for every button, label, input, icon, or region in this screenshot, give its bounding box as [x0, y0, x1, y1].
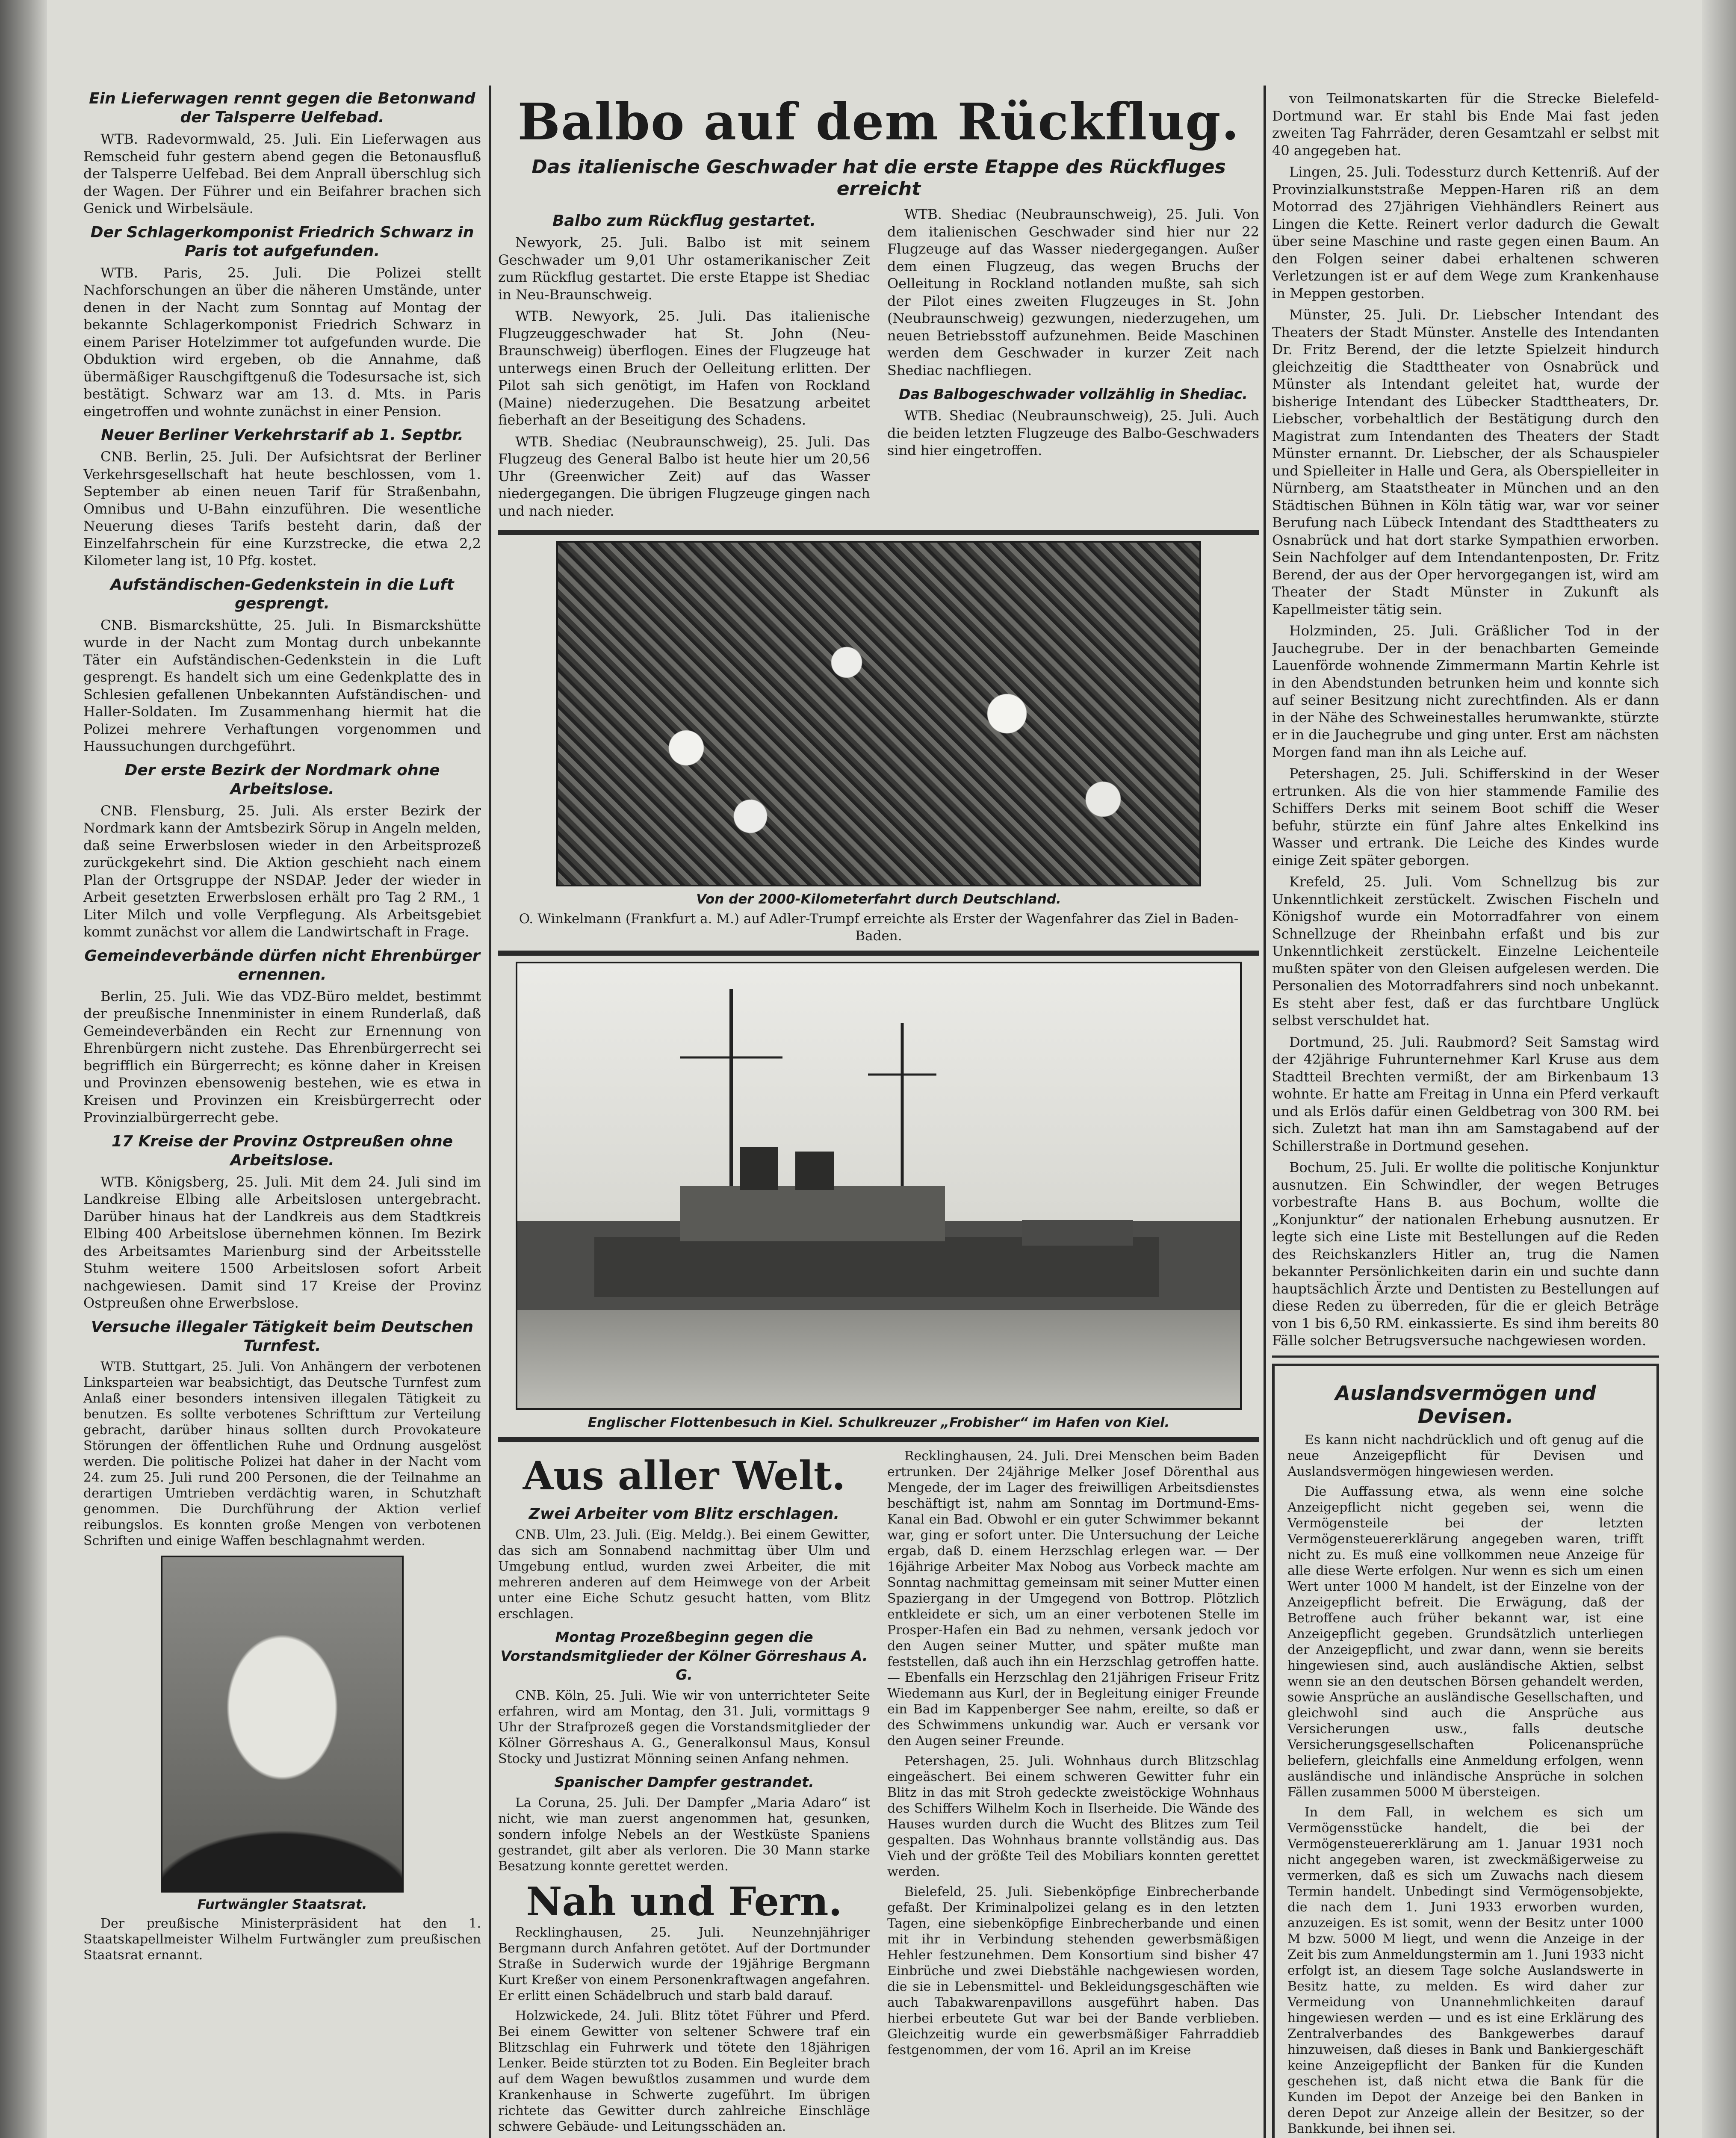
column-right: [1272, 90, 1659, 2138]
auslandsvermoegen-box: [1272, 1364, 1659, 2138]
headline: Versuche illegaler Tätigkeit beim Deutschen Turnfest.: [91, 1318, 474, 1355]
article-text: WTB. Shediac (Neubraunschweig), 25. Juli. Auch die beiden letzten Flugzeuge des Balbo-Geschwaders sind hier eingetroffen.: [887, 408, 1259, 458]
article-text: Recklinghausen, 24. Juli. Drei Menschen beim Baden ertrunken. Der 24jährige Melker Josef Dörenthal aus Mengede, der im Lager des freiwilligen Arbeitsdienstes beschäftigt ist, nahm am Sonntag im Dortmund-Ems-Kanal ein Bad. Obwohl er ein guter Schwimmer bekannt war, ging er sofort unter. Die Untersuchung der Leiche ergab, daß D. einem Herzschlag erlegen war. — Der 16jährige Arbeiter Max Nobog aus Vorbeck machte am Sonntag nachmittag gemeinsam mit seiner Mutter einen Spaziergang in der Umgegend von Bottrop. Plötzlich entkleidete er sich, um an einer verbotenen Stelle im Prosper-Hafen ein Bad zu nehmen, versank jedoch vor den Augen seiner Mutter, und später mußte man feststellen, daß auch ihn ein Herzschlag getroffen hatte. — Ebenfalls ein Herzschlag den 21jährigen Friseur Fritz Wiedemann aus Kurl, der in Begleitung einiger Freunde ein Bad im Kappenberger See nahm, ereilte, so daß er des Schwimmens unkundig war. Auch er versank vor den Augen seiner Freunde.: [887, 1449, 1259, 1748]
headline: Gemeindeverbände dürfen nicht Ehrenbürger ernennen.: [84, 947, 480, 983]
portrait-photo: [161, 1556, 404, 1893]
article-text: Holzminden, 25. Juli. Gräßlicher Tod in der Jauchegrube. Der in der benachbarten Gemeinde Lauenförde wohnende Zimmermann Martin Kehrle ist in den Abendstunden betrunken heim und konnte sich auf seiner Besitzung nicht zurechtfinden. Als er dann in der Nähe des Schweinestalles herumwankte, stürzte er in die Jauchegrube und ging unter. Erst am nächsten Morgen fand man ihn als Leiche auf.: [1272, 623, 1659, 760]
balbo-article: [498, 206, 1259, 524]
lower-section: [498, 1448, 1259, 2138]
section-rule: [498, 1437, 1259, 1442]
article-text: CNB. Flensburg, 25. Juli. Als erster Bezirk der Nordmark kann der Amtsbezirk Sörup in Angeln melden, daß seine Erwerbslosen wieder in den Arbeitsprozeß zurückgekehrt sind. Die Aktion geschieht nach einem Plan der Ortsgruppe der NSDAP. Jeder der wieder in Arbeit gesetzten Erwerbslosen erhält pro Tag 2 RM., 1 Liter Milch und volle Verpflegung. Als Arbeitsgebiet kommt zunächst vor allem die Landwirtschaft in Frage.: [83, 802, 481, 940]
photo-caption: Furtwängler Staatsrat.: [197, 1896, 367, 1912]
headline: Der erste Bezirk der Nordmark ohne Arbeitslose.: [124, 761, 440, 798]
section-title: Aus aller Welt.: [523, 1453, 846, 1499]
article-text: In dem Fall, in welchem es sich um Vermögensstücke handelt, die bei der Vermögensteuererklärung am 1. Januar 1931 noch nicht angegeben waren, ist zweckmäßigerweise zu vermerken, daß es sich um Zuwachs nach diesem Termin handelt. Unbedingt sind Vermögensobjekte, die nach dem 1. Juni 1933 erworben wurden, anzuzeigen. Es ist somit, wenn der Besitz unter 1000 M bzw. 5000 M liegt, und wenn die Anzeige in der Zeit bis zum Anmeldungstermin am 1. Juni 1933 nicht erfolgt ist, an diesem Tage solche Auslandswerte in Besitz hatte, zu melden. Es wird daher zur Vermeidung von Unannehmlichkeiten darauf hingewiesen werden — und es ist eine Erklärung des Zentralverbandes des Bankgewerbes darauf hinzuweisen, daß dieses in Bank und Bankiergeschäft keine Anzeigepflicht der Banken für die Kunden geschehen ist, daß nicht etwa die Bank für die Kunden im Depot der Anzeige bei den Banken in deren Depot zur Anzeige allein der Besitzer, so der Bankkunde, bei ihnen sei.: [1287, 1804, 1644, 2136]
article-text: Dortmund, 25. Juli. Raubmord? Seit Samstag wird der 42jährige Fuhrunternehmer Karl Kruse aus dem Stadtteil Brechten vermißt, der am Birkenbaum 13 wohnte. Er hatte am Freitag in Unna ein Pferd verkauft und als Erlös dafür einen Geldbetrag von 300 RM. bei sich. Zuletzt hat man ihn am Samstagabend auf der Schillerstraße in Dortmund gesehen.: [1272, 1034, 1659, 1154]
headline: 17 Kreise der Provinz Ostpreußen ohne Arbeitslose.: [111, 1132, 453, 1169]
column-rule: [1264, 86, 1266, 2138]
article-text: CNB. Berlin, 25. Juli. Der Aufsichtsrat der Berliner Verkehrsgesellschaft hat heute beschlossen, vom 1. September ab einen neuen Tarif für Straßenbahn, Omnibus und U-Bahn einzuführen. Die wesentliche Neuerung dieses Tarifs besteht darin, daß der Einzelfahrschein für eine Kurzstrecke, die etwa 2,2 Kilometer lang ist, 10 Pfg. kostet.: [83, 449, 481, 569]
photo-caption: Englischer Flottenbesuch in Kiel. Schulkreuzer „Frobisher“ im Hafen von Kiel.: [588, 1415, 1170, 1430]
crowd-photo: [556, 541, 1201, 886]
headline: Neuer Berliner Verkehrstarif ab 1. Septbr.: [101, 426, 464, 444]
box-title: Auslandsvermögen und Devisen.: [1335, 1381, 1596, 1428]
article-text: CNB. Köln, 25. Juli. Wie wir von unterrichteter Seite erfahren, wird am Montag, den 31. Juli, vormittags 9 Uhr der Strafprozeß gegen die Vorstandsmitglieder der Kölner Görreshaus A. G., Generalkonsul Maus, Konsul Stocky und Justizrat Mönning seinen Anfang nehmen.: [498, 1688, 870, 1766]
article-text: CNB. Ulm, 23. Juli. (Eig. Meldg.). Bei einem Gewitter, das sich am Sonnabend nachmittag über Ulm und Umgebung entlud, wurden zwei Arbeiter, die mit mehreren anderen auf dem Heimwege von der Arbeit unter eine Eiche Schutz gesucht hatten, vom Blitz erschlagen.: [498, 1527, 870, 1621]
binding-edge: [0, 0, 47, 2138]
article-text: WTB. Radevormwald, 25. Juli. Ein Lieferwagen aus Remscheid fuhr gestern abend gegen die Betonausfluß der Talsperre Uelfebad. Bei dem Anprall überschlug sich der Wagen. Der Führer und ein Beifahrer brachen sich Genick und Wirbelsäule.: [83, 131, 481, 216]
main-subheadline: Das italienische Geschwader hat die erste Etappe des Rückfluges erreicht: [531, 156, 1226, 200]
article-text: WTB. Königsberg, 25. Juli. Mit dem 24. Juli sind im Landkreise Elbing alle Arbeitslosen untergebracht. Darüber hinaus hat der Landkreis aus dem Stadtkreis Elbing 400 Arbeitslose übernehmen können. Im Bezirk des Arbeitsamtes Marienburg sind der Arbeitsstelle Stuhm weitere 1500 Arbeitslosen sofort Arbeit nachgewiesen. Damit sind 17 Kreise der Provinz Ostpreußen ohne Erwerbslose.: [83, 1173, 481, 1311]
headline: Zwei Arbeiter vom Blitz erschlagen.: [528, 1505, 840, 1523]
section-rule: [498, 530, 1259, 535]
column-rule: [489, 86, 491, 2138]
article-text: La Coruna, 25. Juli. Der Dampfer „Maria Adaro“ ist nicht, wie man zuerst angenommen hat, gesunken, sondern infolge Nebels an der Westküste Spaniens gestrandet, gilt aber als verloren. Die 30 Mann starke Besatzung konnte gerettet werden.: [498, 1795, 870, 1874]
headline: Balbo zum Rückflug gestartet.: [552, 212, 816, 230]
photo-caption: Von der 2000-Kilometerfahrt durch Deutschland.: [696, 892, 1061, 907]
headline: Aufständischen-Gedenkstein in die Luft gesprengt.: [110, 576, 454, 612]
article-text: Die Auffassung etwa, als wenn eine solche Anzeigepflicht nicht gegeben sei, wenn die Vermögensteile bei der letzten Vermögensteuererklärung angegeben waren, trifft nicht zu. Es muß eine vollkommen neue Anzeige für alle diese Werte erfolgen. Nur wenn es sich um einen Wert unter 1000 M handelt, ist der Einzelne von der Anzeigepflicht befreit. Die Erwägung, daß der Betroffene auch früher bekannt war, ist eine Anzeigepflicht gegeben. Grundsätzlich unterliegen der Anzeigepflicht, und zwar dann, wenn sie bereits hingewiesen sind, auch ausländische Aktien, selbst wenn sie an den deutschen Börsen gehandelt werden, sowie Ansprüche an ausländische Gesellschaften, und gleichwohl sind auch die Ansprüche aus Versicherungen usw., falls deutsche Versicherungsgesellschaften Policenansprüche beliefern, gleichfalls eine Anmeldung erfolgen, wenn ausländische und inländische Ansprüche in solchen Fällen zusammen 5000 M übersteigen.: [1287, 1484, 1644, 1800]
article-text: von Teilmonatskarten für die Strecke Bielefeld-Dortmund war. Er stahl bis Ende Mai fast jeden zweiten Tag Fahrräder, deren Gesamtzahl er selbst mit 40 angegeben hat.: [1272, 90, 1659, 159]
headline: Der Schlagerkomponist Friedrich Schwarz in Paris tot aufgefunden.: [90, 223, 474, 260]
article-text: Petershagen, 25. Juli. Wohnhaus durch Blitzschlag eingeäschert. Bei einem schweren Gewitter fuhr ein Blitz in das mit Stroh gedeckte zweistöckige Wohnhaus des Schiffers Wilhelm Koch in Ilserheide. Die Wände des Hauses wurden durch die Wucht des Blitzes zum Teil gespalten. Das Wohnhaus brannte vollständig aus. Das Vieh und der größte Teil des Mobiliars konnten gerettet werden.: [887, 1754, 1259, 1879]
article-text: Newyork, 25. Juli. Balbo ist mit seinem Geschwader um 9,01 Uhr ostamerikanischer Zeit zum Rückflug gestartet. Die erste Etappe ist Shediac in Neu-Braunschweig.: [498, 234, 870, 303]
article-text: Es kann nicht nachdrücklich und oft genug auf die neue Anzeigepflicht für Devisen und Auslandsvermögen hingewiesen werden.: [1287, 1432, 1644, 1479]
article-text: Krefeld, 25. Juli. Vom Schnellzug bis zur Unkenntlichkeit zerstückelt. Zwischen Fischeln und Königshof wurde ein Motorradfahrer von einem Schnellzuge der Rheinbahn erfaßt und bis zur Unkenntlichkeit zerstückelt. Einzelne Leichenteile mußten später von den Gleisen aufgelesen werden. Die Personalien des Motorradfahrers sind noch unbekannt. Es steht aber fest, daß er das furchtbare Unglück selbst verschuldet hat.: [1272, 874, 1659, 1028]
article-text: WTB. Shediac (Neubraunschweig), 25. Juli. Von dem italienischen Geschwader sind hier nur 22 Flugzeuge auf das Wasser niedergegangen. Außer dem einen Flugzeug, das wegen Bruchs der Oelleitung in Rockland notlanden mußte, sah sich der Pilot eines zweiten Flugzeuges in St. John (Neubraunschweig) gezwungen, niederzugehen, um neuen Betriebsstoff aufzunehmen. Beide Maschinen werden dem Geschwader in kurzer Zeit nach Shediac nachfliegen.: [887, 206, 1259, 378]
headline: Montag Prozeßbeginn gegen die Vorstandsmitglieder der Kölner Görreshaus A. G.: [500, 1629, 868, 1683]
article-text: CNB. Bismarckshütte, 25. Juli. In Bismarckshütte wurde in der Nacht zum Montag durch unbekannte Täter ein Aufständischen-Gedenkstein in die Luft gesprengt. Es handelt sich um eine Gedenkplatte des in Schlesien gefallenen Unbekannten Aufständischen- und Haller-Soldaten. Im Zusammenhang hiermit hat die Polizei mehrere Verhaftungen vorgenommen und Haussuchungen durchgeführt.: [83, 617, 481, 754]
article-text: WTB. Stuttgart, 25. Juli. Von Anhängern der verbotenen Linksparteien war beabsichtigt, das Deutsche Turnfest zum Anlaß einer besonders intensiven illegalen Tätigkeit zu benutzen. Es sollte verbotenes Schrifttum zur Verteilung gebracht, darüber hinaus sollten durch Provokateure Störungen der öffentlichen Ruhe und Ordnung ausgelöst werden. Die politische Polizei hat daher in der Nacht vom 24. zum 25. Juli rund 200 Personen, die der Teilnahme an derartigen Umtrieben verdächtig waren, in Schutzhaft genommen. Die Durchführung der Aktion verlief reibungslos. Es konnten große Mengen von verbotenen Schriften und einige Waffen beschlagnahmt werden.: [83, 1359, 481, 1548]
article-text: Münster, 25. Juli. Dr. Liebscher Intendant des Theaters der Stadt Münster. Anstelle des Intendanten Dr. Fritz Berend, der die letzte Spielzeit hindurch gleichzeitig die Stadttheater von Osnabrück und Münster als Intendant geleitet hat, wurde der bisherige Intendant des Lübecker Stadttheaters, Dr. Liebscher, vorbehaltlich der Bestätigung durch den Magistrat zum Intendanten des Theaters der Stadt Münster ernannt. Dr. Liebscher, der als Schauspieler und Spielleiter in Halle und Gera, als Oberspielleiter in Nürnberg, am Staatstheater in München und an den Städtischen Bühnen in Köln tätig war, war vor seiner Berufung nach Lübeck Intendant des Stadttheaters zu Osnabrück und hat dort starke Sympathien erworben. Sein Nachfolger auf dem Intendantenposten, Dr. Fritz Berend, der aus der Oper hervorgegangen ist, wird am Theater der Stadt Münster in Zukunft als Kapellmeister tätig sein.: [1272, 307, 1659, 617]
headline: Ein Lieferwagen rennt gegen die Betonwand der Talsperre Uelfebad.: [89, 90, 475, 126]
headline: Spanischer Dampfer gestrandet.: [554, 1774, 814, 1790]
page-edge: [1702, 0, 1736, 2138]
photo-caption-text: O. Winkelmann (Frankfurt a. M.) auf Adler-Trumpf erreichte als Erster der Wagenfahrer das Ziel in Baden-Baden.: [519, 911, 1239, 944]
article-text: WTB. Paris, 25. Juli. Die Polizei stellt Nachforschungen an über die näheren Umstände, unter denen in der Nacht zum Sonntag auf Montag der bekannte Schlagerkomponist Friedrich Schwarz in einem Pariser Hotelzimmer tot aufgefunden wurde. Die Obduktion wird ergeben, ob die Annahme, daß übermäßiger Rauschgiftgenuß die Todesursache ist, sich bestätigt. Schwarz war am 13. d. Mts. in Paris eingetroffen und wohnte zunächst in einer Pension.: [83, 264, 481, 419]
main-headline: Balbo auf dem Rückflug.: [517, 92, 1240, 151]
article-text: WTB. Shediac (Neubraunschweig), 25. Juli. Das Flugzeug des General Balbo ist heute hier um 20,56 Uhr (Greenwicher Zeit) auf das Wasser niedergegangen. Die übrigen Flugzeuge gingen nach und nach nieder.: [498, 433, 870, 519]
article-text: Berlin, 25. Juli. Wie das VDZ-Büro meldet, bestimmt der preußische Innenminister in einem Runderlaß, daß Gemeindeverbänden ein Recht zur Ernennung von Ehrenbürgern nicht zustehe. Das Ehrenbürgerrecht sei begrifflich ein Bürgerrecht; es könne daher in Kreisen und Provinzen ebensowenig bestehen, wie es etwa in Kreisen und Provinzen ein Kreisbürgerrecht oder Provinzialbürgerrecht gebe.: [83, 988, 481, 1125]
headline: Das Balbogeschwader vollzählig in Shediac.: [899, 386, 1248, 402]
article-text: Bochum, 25. Juli. Er wollte die politische Konjunktur ausnutzen. Ein Schwindler, der wegen Betruges vorbestrafte Hans B. aus Bochum, wollte die „Konjunktur“ der nationalen Erhebung ausnutzen. Er legte sich eine Liste mit Bestellungen auf die Reden des Reichskanzlers Hitler an, trug die Namen bekannter Persönlichkeiten darin ein und suchte dann hauptsächlich Ärzte und Dentisten zu Bestellungen auf diese Reden zu überreden, für die er gleich Beträge von 1 bis 6,50 RM. einkassierte. Es sind ihm bereits 80 Fälle solcher Betrugsversuche nachgewiesen worden.: [1272, 1159, 1659, 1349]
column-center: [498, 83, 1259, 2138]
article-text: Recklinghausen, 25. Juli. Neunzehnjähriger Bergmann durch Anfahren getötet. Auf der Dortmunder Straße in Suderwich wurde der 19jährige Bergmann Kurt Kreßer von einem Personenkraftwagen angefahren. Er erlitt einen Schädelbruch und starb bald darauf.: [498, 1925, 870, 2003]
article-text: Bielefeld, 25. Juli. Siebenköpfige Einbrecherbande gefaßt. Der Kriminalpolizei gelang es in den letzten Tagen, eine siebenköpfige Einbrecherbande und einen mit ihr in Verbindung stehenden gewerbsmäßigen Hehler festzunehmen. Dem Konsortium sind bisher 47 Einbrüche und zwei Diebstähle nachgewiesen worden, die sie in Lebensmittel- und Bekleidungsgeschäften wie auch Tabakwarenpavillons ausgeführt haben. Das hierbei erbeutete Gut war bei der Bande verblieben. Gleichzeitig wurde ein gewerbsmäßiger Fahrraddieb festgenommen, der vom 16. April an im Kreise: [887, 1884, 1259, 2058]
ship-illustration: [517, 963, 1240, 1408]
column-left: [83, 83, 481, 2138]
section-rule: [1272, 1355, 1659, 1358]
article-text: Petershagen, 25. Juli. Schifferskind in der Weser ertrunken. Als die von hier stammende Familie des Schiffers Derks mit seinem Boot schiff die Weser befuhr, stürzte ein fünf Jahre altes Enkelkind ins Wasser und ertrank. Die Leiche des Kindes wurde einige Zeit später geborgen.: [1272, 765, 1659, 868]
section-rule: [498, 951, 1259, 956]
article-text: WTB. Newyork, 25. Juli. Das italienische Flugzeuggeschwader hat St. John (Neu-Braunschweig) überflogen. Eines der Flugzeuge hat unterwegs einen Bruch der Oelleitung erlitten. Der Pilot sah sich genötigt, im Hafen von Rockland (Maine) niederzugehen. Die Besatzung arbeitet fieberhaft an der Beseitigung des Schadens.: [498, 308, 870, 428]
article-text: Holzwickede, 24. Juli. Blitz tötet Führer und Pferd. Bei einem Gewitter von seltener Schwere traf ein Blitzschlag ein Fuhrwerk und tötete den 18jährigen Lenker. Beide stürzten tot zu Boden. Ein Begleiter brach auf dem Wagen bewußtlos zusammen und wurde dem Krankenhause in Schwerte zugeführt. Im übrigen richtete das Gewitter durch zahlreiche Einschläge schwere Gebäude- und Leitungsschäden an.: [498, 2008, 870, 2134]
photo-caption-text: Der preußische Ministerpräsident hat den 1. Staatskapellmeister Wilhelm Furtwängler zum preußischen Staatsrat ernannt.: [83, 1916, 481, 1963]
section-title: Nah und Fern.: [526, 1878, 842, 1925]
warship-photo: [516, 962, 1242, 1410]
article-text: Lingen, 25. Juli. Todessturz durch Kettenriß. Auf der Provinzialkunststraße Meppen-Haren riß an dem Motorrad des 27jährigen Viehhändlers Reinert aus Lingen die Kette. Reinert verlor dadurch die Gewalt über seine Maschine und raste gegen einen Baum. An den Folgen seiner dabei erhaltenen schweren Verletzungen ist er auf dem Wege zum Krankenhause in Meppen gestorben.: [1272, 164, 1659, 301]
